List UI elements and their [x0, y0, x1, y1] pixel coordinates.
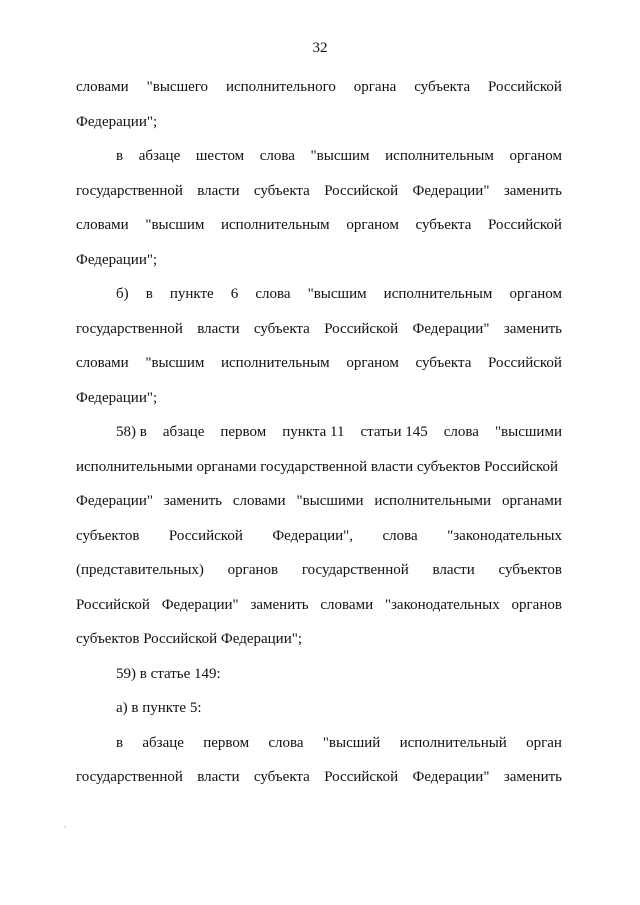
text-word: первом — [203, 734, 250, 751]
text-word: слова — [382, 527, 418, 544]
text-word: "высшим — [310, 148, 370, 164]
text-word: "высшего — [146, 79, 209, 95]
text-line — [76, 387, 562, 422]
text-word: словами — [76, 355, 129, 371]
text-word: субъекта — [414, 79, 471, 95]
text-word: субъекта — [415, 217, 472, 233]
text-word: "законодательных — [447, 527, 562, 544]
text-word: власти — [432, 562, 475, 578]
text-line — [76, 456, 562, 491]
text-word: Российской — [488, 217, 562, 233]
text-word: Российской — [488, 79, 562, 95]
text-word: органов — [511, 596, 562, 613]
document-body — [76, 76, 562, 801]
text-word: Федерации" — [76, 493, 153, 509]
text-word: слова — [443, 424, 479, 440]
text-line — [76, 145, 562, 180]
text-word: "высшим — [145, 217, 205, 233]
text-word: слова — [268, 734, 304, 751]
text-word: (представительных) — [76, 562, 204, 578]
text-line — [76, 594, 562, 629]
text-word: "высшим — [145, 355, 205, 371]
text-word: субъектов Российской Федерации"; — [76, 631, 303, 647]
text-word: заменить — [250, 596, 309, 613]
text-word: исполнительного — [225, 79, 336, 95]
text-word: Российской — [488, 355, 562, 371]
text-word: органом — [346, 217, 399, 233]
text-word: 6 — [230, 286, 239, 302]
text-word: "законодательных — [384, 596, 500, 613]
text-line — [76, 732, 562, 767]
text-word: в — [145, 286, 153, 302]
page-number: 32 — [312, 40, 328, 56]
text-line — [76, 111, 562, 146]
text-line — [76, 628, 562, 663]
text-line — [76, 214, 562, 249]
text-word: государственной — [301, 562, 409, 578]
text-word: в — [116, 148, 124, 164]
text-word: государственной — [76, 769, 183, 785]
text-line — [76, 421, 562, 456]
text-word: исполнительными — [374, 493, 492, 509]
text-word: орган — [526, 734, 562, 751]
text-word: органов — [227, 562, 279, 578]
text-word: субъектов — [498, 562, 562, 578]
text-word: Российской — [324, 320, 399, 337]
text-word: а) в пункте 5: — [116, 700, 202, 716]
text-word: слова — [259, 148, 295, 164]
text-line — [76, 559, 562, 594]
text-word: "высшим — [307, 286, 367, 302]
text-word: пункта 11 — [282, 424, 345, 440]
text-word: словами — [76, 79, 129, 95]
text-word: исполнительными органами государственной власти субъектов Российской — [76, 458, 559, 475]
text-line — [76, 663, 562, 698]
text-line — [76, 76, 562, 111]
text-word: первом — [220, 424, 267, 440]
text-word: субъектов — [76, 527, 140, 544]
text-word: Федерации"; — [76, 251, 158, 268]
text-line — [76, 352, 562, 387]
text-word: органа — [353, 79, 397, 95]
text-word: словами — [232, 493, 286, 509]
text-word: заменить — [503, 320, 562, 337]
text-word: исполнительным — [220, 217, 330, 233]
text-word: органом — [509, 286, 562, 302]
text-line — [76, 525, 562, 560]
text-word: власти — [197, 769, 240, 785]
text-word: б) — [116, 286, 129, 302]
text-word: субъекта — [253, 320, 310, 337]
text-word: субъекта — [415, 355, 472, 371]
text-line — [76, 283, 562, 318]
text-word: слова — [255, 286, 291, 302]
text-word: словами — [320, 596, 374, 613]
text-line — [76, 766, 562, 801]
text-word: Российской — [324, 769, 399, 785]
text-word: Федерации", — [272, 527, 354, 544]
text-word: Федерации" — [161, 596, 239, 613]
text-word: субъекта — [253, 769, 310, 785]
text-word: исполнительным — [385, 148, 494, 164]
text-word: словами — [76, 217, 129, 233]
text-word: государственной — [76, 320, 183, 337]
text-word: субъекта — [253, 182, 310, 199]
text-line — [76, 318, 562, 353]
text-word: органами — [501, 493, 562, 509]
text-word: заменить — [503, 769, 562, 785]
scan-mark — [64, 826, 66, 828]
text-word: 58) в — [116, 424, 147, 440]
text-word: "высшими — [494, 424, 562, 440]
text-word: пункте — [169, 286, 214, 302]
text-word: "высший — [322, 734, 381, 751]
text-word: Федерации" — [412, 182, 490, 199]
text-word: органом — [509, 148, 562, 164]
text-word: исполнительным — [383, 286, 493, 302]
text-line — [76, 180, 562, 215]
text-word: в — [116, 734, 124, 751]
text-word: Федерации"; — [76, 113, 158, 130]
text-word: абзаце — [142, 734, 184, 751]
text-line — [76, 490, 562, 525]
text-word: государственной — [76, 182, 183, 199]
text-word: абзаце — [162, 424, 205, 440]
text-word: власти — [197, 182, 240, 199]
text-word: шестом — [195, 148, 245, 164]
text-word: Российской — [76, 596, 150, 613]
text-word: Федерации" — [412, 769, 490, 785]
text-word: заменить — [163, 493, 223, 509]
text-word: Российской — [324, 182, 399, 199]
text-word: статьи 145 — [360, 424, 428, 440]
text-word: исполнительный — [399, 734, 507, 751]
text-line — [76, 697, 562, 732]
text-word: 59) в статье 149: — [116, 665, 221, 682]
text-word: заменить — [503, 182, 562, 199]
text-word: "высшими — [296, 493, 364, 509]
text-line — [76, 249, 562, 284]
text-word: власти — [197, 320, 240, 337]
text-word: Федерации"; — [76, 389, 158, 406]
text-word: исполнительным — [220, 355, 330, 371]
text-word: Федерации" — [412, 320, 490, 337]
text-word: органом — [346, 355, 399, 371]
text-word: абзаце — [138, 148, 181, 164]
text-word: Российской — [168, 527, 243, 544]
